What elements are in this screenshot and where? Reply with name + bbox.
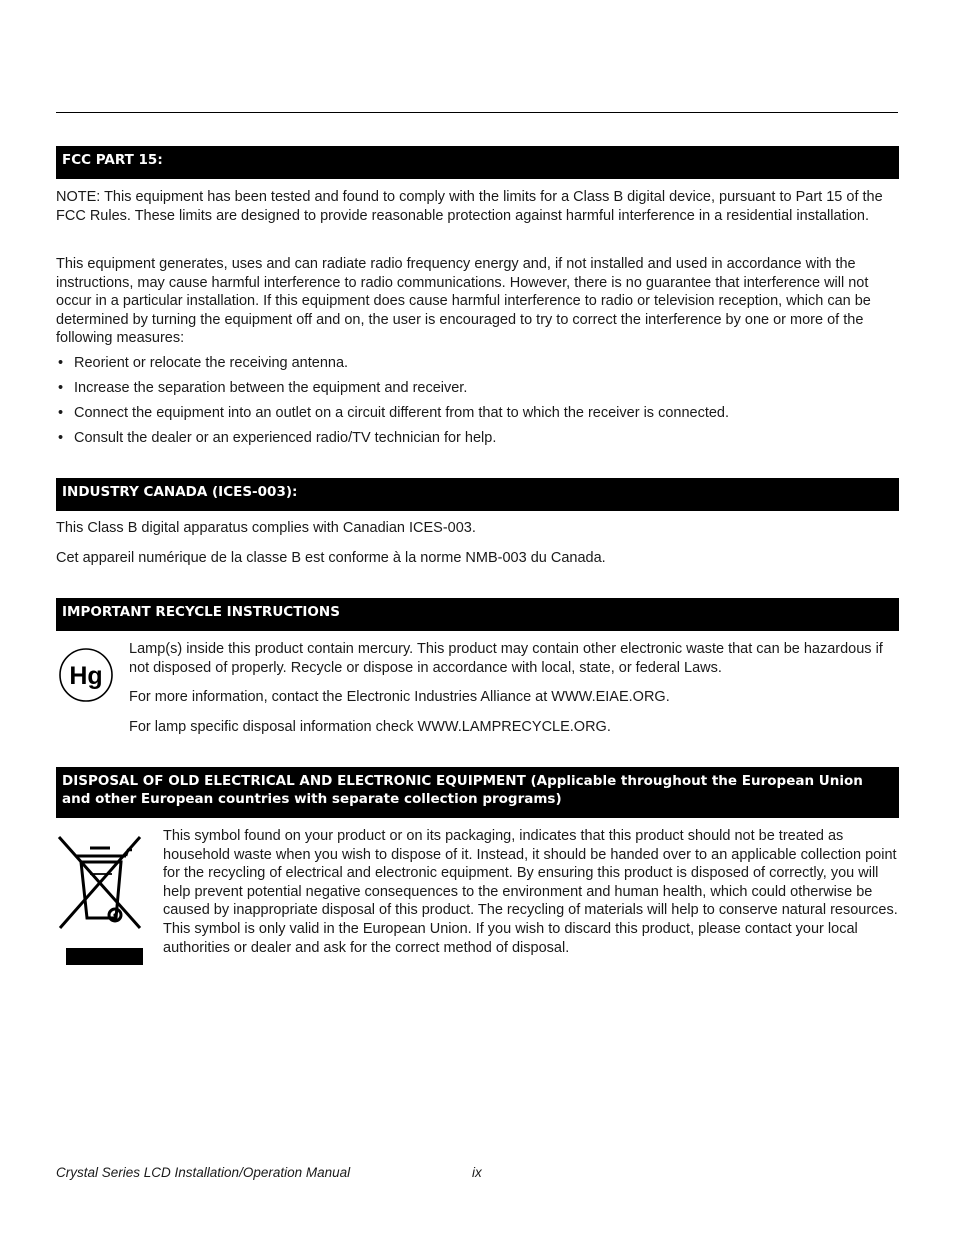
footer-manual-title: Crystal Series LCD Installation/Operation Manual [56,1165,351,1180]
canada-english-paragraph: This Class B digital apparatus complies with Canadian ICES-003. [56,520,476,536]
fcc-section-title: FCC PART 15: [62,152,163,168]
list-item-text: Consult the dealer or an experienced radio/TV technician for help. [74,430,497,446]
disposal-paragraph: This symbol found on your product or on its packaging, indicates that this product should not be treated as household waste when you wish to dispose of it. Instead, it should be handed over to an applicable collection point for the recycling of electrical and electronic equipment. By ensuring this product is disposed of correctly, you will help prevent potential negative consequences to the environment and human health, which could otherwise be caused by inappropriate disposal of this product. The recycling of materials will help to conserve natural resources. This symbol is only valid in the European Union. If you wish to discard this product, please contact your local authorities or dealer and ask for the correct method of disposal. [163,828,898,956]
list-item-text: Connect the equipment into an outlet on a circuit different from that to which the receiver is connected. [74,405,730,421]
fcc-section-header [56,146,899,179]
hg-icon-label: Hg [69,662,103,690]
recycle-section-title: IMPORTANT RECYCLE INSTRUCTIONS [62,604,340,620]
recycle-section-header [56,598,899,631]
disposal-section-title: DISPOSAL OF OLD ELECTRICAL AND ELECTRONIC EQUIPMENT (Applicable throughout the European Union and other European countries with separate collection programs) [62,773,863,807]
fcc-note-paragraph: NOTE: This equipment has been tested and found to comply with the limits for a Class B digital device, pursuant to Part 15 of the FCC Rules. These limits are designed to provide reasonable protection against harmful interference in a residential installation. [56,189,883,224]
bullet-dot: • [58,405,64,421]
canada-section-title: INDUSTRY CANADA (ICES-003): [62,484,298,500]
top-rule [56,112,898,113]
fcc-interference-paragraph: This equipment generates, uses and can radiate radio frequency energy and, if not installed and used in accordance with the instructions, may cause harmful interference to radio communications. However, there is no guarantee that interference will not occur in a particular installation. If this equipment does cause harmful interference to radio or television reception, which can be determined by turning the equipment off and on, the user is encouraged to try to correct the interference by one or more of the following measures: [56,256,871,347]
bullet-dot: • [58,380,64,396]
footer-page-number: ix [472,1165,482,1180]
recycle-lamp-paragraph: For lamp specific disposal information check WWW.LAMPRECYCLE.ORG. [129,719,611,735]
list-item-text: Reorient or relocate the receiving antenna. [74,355,349,371]
canada-section-header [56,478,899,511]
disposal-section-header [56,767,899,818]
bullet-dot: • [58,355,64,371]
list-item-text: Increase the separation between the equipment and receiver. [74,380,468,396]
mercury-hg-icon [58,647,114,703]
recycle-mercury-paragraph: Lamp(s) inside this product contain mercury. This product may contain other electronic waste that can be hazardous if not disposed of properly. Recycle or dispose in accordance with local, state, or federal Laws. [129,641,883,676]
bullet-dot: • [58,430,64,446]
crossed-out-wheelie-bin-icon [56,834,144,966]
recycle-eia-paragraph: For more information, contact the Electronic Industries Alliance at WWW.EIAE.ORG. [129,689,670,705]
canada-french-paragraph: Cet appareil numérique de la classe B est conforme à la norme NMB-003 du Canada. [56,550,606,566]
